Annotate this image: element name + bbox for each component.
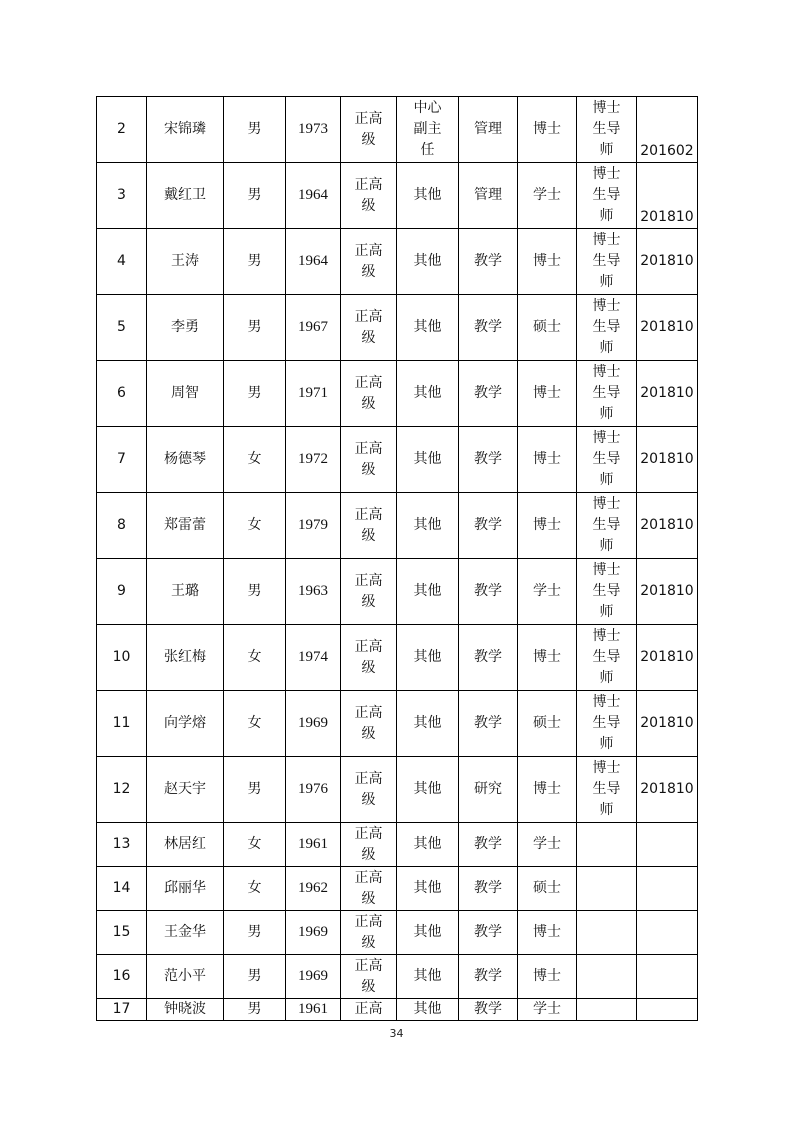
cell-category: 教学 [459, 295, 518, 361]
cell-supervisor [577, 493, 637, 559]
cell-supervisor-line: 师 [599, 604, 614, 620]
cell-name: 范小平 [147, 955, 224, 999]
cell-supervisor-line: 生导 [592, 385, 621, 401]
cell-supervisor-line: 博士 [592, 232, 621, 248]
cell-date: 201810 [637, 691, 698, 757]
cell-supervisor-line: 师 [599, 406, 614, 422]
cell-supervisor [577, 97, 637, 163]
cell-supervisor [577, 361, 637, 427]
cell-gender: 男 [224, 295, 286, 361]
cell-title-line: 正高 [354, 957, 383, 974]
cell-supervisor [577, 757, 637, 823]
cell-post [397, 823, 459, 867]
cell-degree: 学士 [518, 163, 577, 229]
cell-title-line: 级 [361, 934, 376, 951]
cell-post-line: 其他 [413, 253, 442, 269]
staff-table [96, 96, 698, 1021]
cell-supervisor-line: 师 [599, 736, 614, 752]
cell-title [341, 295, 397, 361]
cell-supervisor-line: 生导 [592, 451, 621, 467]
cell-gender: 男 [224, 955, 286, 999]
cell-title-line: 级 [361, 197, 376, 214]
cell-date: 201810 [637, 625, 698, 691]
cell-birth-year: 1979 [286, 493, 341, 559]
cell-supervisor-line: 博士 [592, 694, 621, 710]
cell-name: 宋锦璘 [147, 97, 224, 163]
cell-supervisor-line: 师 [599, 208, 614, 224]
cell-supervisor [577, 427, 637, 493]
cell-supervisor-line: 生导 [592, 517, 621, 533]
cell-supervisor-line: 博士 [592, 562, 621, 578]
cell-date: 201810 [637, 229, 698, 295]
cell-title [341, 691, 397, 757]
cell-name: 戴红卫 [147, 163, 224, 229]
cell-supervisor-line: 博士 [592, 430, 621, 446]
cell-supervisor-line: 师 [599, 142, 614, 158]
cell-degree: 学士 [518, 999, 577, 1021]
cell-post [397, 559, 459, 625]
cell-birth-year: 1967 [286, 295, 341, 361]
cell-gender: 女 [224, 867, 286, 911]
cell-birth-year: 1961 [286, 823, 341, 867]
cell-gender: 男 [224, 229, 286, 295]
cell-category: 研究 [459, 757, 518, 823]
table-row [97, 295, 698, 361]
cell-gender: 男 [224, 163, 286, 229]
cell-supervisor [577, 163, 637, 229]
cell-post-line: 其他 [413, 649, 442, 665]
cell-date: 201810 [637, 295, 698, 361]
cell-date [637, 999, 698, 1021]
cell-title-line: 级 [361, 846, 376, 863]
cell-title [341, 911, 397, 955]
cell-degree: 硕士 [518, 867, 577, 911]
cell-birth-year: 1969 [286, 911, 341, 955]
cell-title-line: 正高 [354, 440, 383, 457]
cell-category: 教学 [459, 999, 518, 1021]
cell-name: 周智 [147, 361, 224, 427]
cell-degree: 博士 [518, 911, 577, 955]
cell-title-line: 正高 [354, 869, 383, 886]
cell-title-line: 正高 [354, 176, 383, 193]
cell-title [341, 427, 397, 493]
cell-supervisor-line: 师 [599, 274, 614, 290]
cell-supervisor [577, 911, 637, 955]
cell-post [397, 757, 459, 823]
cell-gender: 女 [224, 691, 286, 757]
cell-gender: 女 [224, 625, 286, 691]
cell-number: 14 [97, 867, 147, 911]
table-row [97, 999, 698, 1021]
cell-title-line: 正高 [354, 374, 383, 391]
cell-supervisor-line: 生导 [592, 121, 621, 137]
cell-category: 教学 [459, 691, 518, 757]
cell-post [397, 229, 459, 295]
cell-title-line: 正高 [354, 770, 383, 787]
cell-name: 王涛 [147, 229, 224, 295]
cell-post [397, 427, 459, 493]
cell-birth-year: 1976 [286, 757, 341, 823]
cell-degree: 硕士 [518, 691, 577, 757]
cell-supervisor [577, 559, 637, 625]
cell-supervisor [577, 823, 637, 867]
cell-post-line: 其他 [413, 968, 442, 984]
cell-category: 教学 [459, 427, 518, 493]
cell-date [637, 911, 698, 955]
cell-degree: 博士 [518, 757, 577, 823]
cell-post-line: 其他 [413, 836, 442, 852]
cell-title-line: 级 [361, 329, 376, 346]
cell-degree: 博士 [518, 493, 577, 559]
cell-date: 201810 [637, 427, 698, 493]
table-row [97, 823, 698, 867]
cell-number: 16 [97, 955, 147, 999]
cell-name: 林居红 [147, 823, 224, 867]
table-row [97, 361, 698, 427]
cell-number: 7 [97, 427, 147, 493]
cell-gender: 男 [224, 559, 286, 625]
cell-post [397, 163, 459, 229]
cell-name: 郑雷蕾 [147, 493, 224, 559]
cell-supervisor-line: 生导 [592, 781, 621, 797]
cell-category: 教学 [459, 625, 518, 691]
cell-title [341, 999, 397, 1021]
cell-title-line: 级 [361, 978, 376, 995]
cell-gender: 女 [224, 427, 286, 493]
cell-name: 李勇 [147, 295, 224, 361]
cell-title [341, 361, 397, 427]
cell-supervisor-line: 博士 [592, 496, 621, 512]
cell-birth-year: 1963 [286, 559, 341, 625]
cell-title [341, 757, 397, 823]
cell-category: 教学 [459, 361, 518, 427]
cell-supervisor-line: 师 [599, 472, 614, 488]
cell-degree: 硕士 [518, 295, 577, 361]
cell-title-line: 级 [361, 263, 376, 280]
cell-date: 201810 [637, 493, 698, 559]
cell-supervisor-line: 生导 [592, 187, 621, 203]
table-row [97, 691, 698, 757]
cell-supervisor-line: 师 [599, 670, 614, 686]
cell-category: 教学 [459, 823, 518, 867]
cell-title-line: 正高 [354, 242, 383, 259]
cell-supervisor-line: 博士 [592, 298, 621, 314]
cell-name: 邱丽华 [147, 867, 224, 911]
cell-title-line: 正高 [354, 638, 383, 655]
cell-degree: 学士 [518, 823, 577, 867]
cell-category: 教学 [459, 229, 518, 295]
cell-birth-year: 1971 [286, 361, 341, 427]
cell-date: 201810 [637, 757, 698, 823]
table-row [97, 163, 698, 229]
cell-post-line: 其他 [413, 187, 442, 203]
cell-degree: 博士 [518, 427, 577, 493]
cell-post-line: 任 [420, 142, 435, 158]
cell-gender: 女 [224, 493, 286, 559]
cell-date: 201810 [637, 559, 698, 625]
cell-birth-year: 1972 [286, 427, 341, 493]
table-row [97, 229, 698, 295]
table-row [97, 625, 698, 691]
cell-post-line: 其他 [413, 319, 442, 335]
cell-post [397, 911, 459, 955]
cell-title-line: 正高 [354, 913, 383, 930]
cell-birth-year: 1964 [286, 229, 341, 295]
cell-title [341, 163, 397, 229]
cell-post-line: 其他 [413, 1001, 442, 1017]
cell-supervisor-line: 博士 [592, 364, 621, 380]
cell-name: 钟晓波 [147, 999, 224, 1021]
cell-number: 9 [97, 559, 147, 625]
cell-name: 杨德琴 [147, 427, 224, 493]
cell-gender: 男 [224, 97, 286, 163]
cell-supervisor-line: 博士 [592, 166, 621, 182]
cell-date [637, 823, 698, 867]
cell-gender: 男 [224, 361, 286, 427]
cell-title [341, 625, 397, 691]
cell-title-line: 级 [361, 659, 376, 676]
cell-post-line: 其他 [413, 924, 442, 940]
cell-title [341, 867, 397, 911]
cell-number: 11 [97, 691, 147, 757]
cell-post [397, 295, 459, 361]
cell-post [397, 361, 459, 427]
table-body [97, 97, 698, 1021]
table-row [97, 97, 698, 163]
cell-date [637, 867, 698, 911]
cell-supervisor [577, 229, 637, 295]
cell-name: 王璐 [147, 559, 224, 625]
cell-post [397, 691, 459, 757]
cell-title-line: 正高 [354, 825, 383, 842]
cell-post [397, 625, 459, 691]
cell-date: 201810 [637, 163, 698, 229]
cell-post-line: 副主 [413, 121, 442, 137]
cell-number: 6 [97, 361, 147, 427]
cell-supervisor [577, 955, 637, 999]
cell-birth-year: 1961 [286, 999, 341, 1021]
cell-number: 10 [97, 625, 147, 691]
cell-title [341, 97, 397, 163]
table-row [97, 911, 698, 955]
cell-supervisor-line: 生导 [592, 319, 621, 335]
cell-title [341, 493, 397, 559]
cell-degree: 学士 [518, 559, 577, 625]
cell-title-line: 级 [361, 461, 376, 478]
cell-category: 管理 [459, 163, 518, 229]
cell-title [341, 823, 397, 867]
table-row [97, 955, 698, 999]
cell-number: 12 [97, 757, 147, 823]
table-row [97, 867, 698, 911]
cell-supervisor [577, 691, 637, 757]
cell-post [397, 955, 459, 999]
cell-title-line: 级 [361, 725, 376, 742]
cell-degree: 博士 [518, 229, 577, 295]
cell-post-line: 其他 [413, 583, 442, 599]
cell-supervisor-line: 生导 [592, 649, 621, 665]
cell-supervisor-line: 师 [599, 802, 614, 818]
cell-gender: 男 [224, 911, 286, 955]
cell-title-line: 级 [361, 593, 376, 610]
cell-category: 教学 [459, 559, 518, 625]
cell-title-line: 正高 [354, 308, 383, 325]
cell-gender: 男 [224, 757, 286, 823]
cell-name: 赵天宇 [147, 757, 224, 823]
cell-category: 教学 [459, 493, 518, 559]
cell-title-line: 正高 [354, 110, 383, 127]
cell-title [341, 955, 397, 999]
cell-title [341, 229, 397, 295]
cell-supervisor [577, 295, 637, 361]
cell-gender: 男 [224, 999, 286, 1021]
cell-number: 8 [97, 493, 147, 559]
cell-birth-year: 1973 [286, 97, 341, 163]
cell-supervisor-line: 博士 [592, 760, 621, 776]
cell-number: 3 [97, 163, 147, 229]
cell-birth-year: 1974 [286, 625, 341, 691]
cell-post [397, 493, 459, 559]
cell-birth-year: 1969 [286, 955, 341, 999]
cell-post-line: 其他 [413, 715, 442, 731]
cell-post [397, 999, 459, 1021]
table-row [97, 757, 698, 823]
cell-title-line: 级 [361, 131, 376, 148]
cell-birth-year: 1969 [286, 691, 341, 757]
cell-category: 管理 [459, 97, 518, 163]
cell-number: 13 [97, 823, 147, 867]
cell-title-line: 正高 [354, 1001, 383, 1017]
cell-post [397, 867, 459, 911]
cell-name: 王金华 [147, 911, 224, 955]
cell-post [397, 97, 459, 163]
cell-supervisor-line: 生导 [592, 583, 621, 599]
cell-supervisor [577, 625, 637, 691]
cell-supervisor-line: 师 [599, 538, 614, 554]
cell-title-line: 级 [361, 791, 376, 808]
cell-number: 17 [97, 999, 147, 1021]
cell-name: 向学熔 [147, 691, 224, 757]
table-row [97, 493, 698, 559]
cell-category: 教学 [459, 867, 518, 911]
cell-title-line: 正高 [354, 506, 383, 523]
cell-date [637, 955, 698, 999]
page-number: 34 [389, 1027, 404, 1040]
cell-degree: 博士 [518, 361, 577, 427]
cell-gender: 女 [224, 823, 286, 867]
cell-post-line: 其他 [413, 880, 442, 896]
cell-title-line: 正高 [354, 704, 383, 721]
cell-title-line: 级 [361, 890, 376, 907]
table-row [97, 559, 698, 625]
cell-name: 张红梅 [147, 625, 224, 691]
cell-degree: 博士 [518, 955, 577, 999]
cell-birth-year: 1964 [286, 163, 341, 229]
cell-degree: 博士 [518, 625, 577, 691]
cell-supervisor [577, 867, 637, 911]
cell-supervisor-line: 生导 [592, 253, 621, 269]
cell-date: 201810 [637, 361, 698, 427]
cell-category: 教学 [459, 955, 518, 999]
cell-post-line: 其他 [413, 451, 442, 467]
cell-post-line: 其他 [413, 781, 442, 797]
cell-number: 2 [97, 97, 147, 163]
cell-title-line: 级 [361, 527, 376, 544]
cell-title [341, 559, 397, 625]
cell-date: 201602 [637, 97, 698, 163]
cell-number: 5 [97, 295, 147, 361]
cell-post-line: 其他 [413, 517, 442, 533]
cell-title-line: 级 [361, 395, 376, 412]
cell-category: 教学 [459, 911, 518, 955]
cell-title-line: 正高 [354, 572, 383, 589]
cell-supervisor-line: 师 [599, 340, 614, 356]
table-row [97, 427, 698, 493]
cell-number: 4 [97, 229, 147, 295]
cell-post-line: 其他 [413, 385, 442, 401]
cell-supervisor-line: 生导 [592, 715, 621, 731]
cell-supervisor [577, 999, 637, 1021]
cell-supervisor-line: 博士 [592, 100, 621, 116]
cell-degree: 博士 [518, 97, 577, 163]
cell-number: 15 [97, 911, 147, 955]
cell-supervisor-line: 博士 [592, 628, 621, 644]
cell-post-line: 中心 [413, 100, 442, 116]
cell-birth-year: 1962 [286, 867, 341, 911]
